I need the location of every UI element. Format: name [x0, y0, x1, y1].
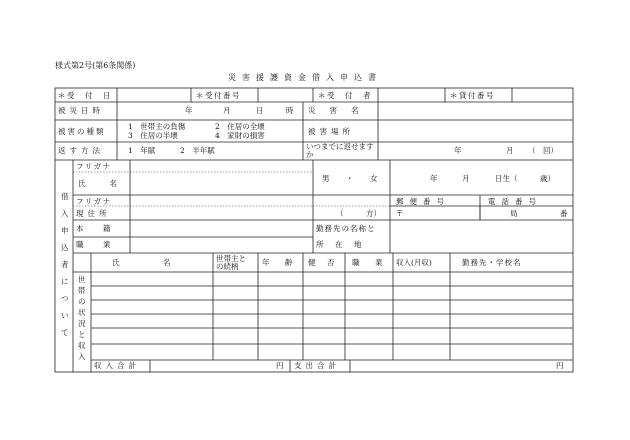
postal-label: 郵便番号 [396, 197, 450, 206]
expense-total-label: 支出合計 [294, 361, 340, 370]
gender-dot: ・ [346, 174, 354, 183]
receiver-label: ＊受 付 者 [318, 91, 372, 100]
reception-number-label: ＊受付番号 [196, 91, 241, 100]
domicile-label: 本 籍 [76, 224, 117, 233]
disaster-day: 日 [256, 106, 264, 115]
form-number: 様式第2号(第6条関係) [55, 61, 136, 70]
repayment-semiannual: 2 半年賦 [180, 146, 215, 155]
col-relation-1: 世帯主と [216, 254, 246, 263]
damage-place-label: 被害場所 [308, 127, 354, 136]
damage-option-4: 4 家財の損害 [215, 131, 265, 140]
disaster-name-label: 災害名 [308, 106, 373, 115]
expense-yen: 円 [556, 361, 564, 370]
repay-month: 月 [506, 146, 514, 155]
number-label: 番 [560, 209, 568, 218]
reception-date-label: ＊受 付 日 [58, 91, 112, 100]
repay-times: （ 回） [528, 146, 558, 155]
direction-label: （ 方） [336, 209, 381, 218]
address-label: 現住所 [76, 209, 111, 218]
disaster-hour: 時 [286, 106, 294, 115]
form-title: 災害援護資金借入申込書 [228, 73, 382, 82]
disaster-date-label: 被災日時 [58, 106, 104, 115]
birth-year: 年 [430, 174, 438, 183]
birth-day: 日生（ [495, 174, 518, 183]
repayment-label: 返す方法 [58, 146, 104, 155]
location-label: 所 在 地 [316, 240, 364, 249]
phone-label: 電話番号 [488, 197, 542, 206]
furigana-label: フリガナ [76, 162, 112, 171]
loan-number-label: ＊貸付番号 [450, 91, 495, 100]
col-name: 氏 名 [112, 258, 172, 267]
damage-type-label: 被害の種類 [58, 127, 106, 136]
income-yen: 円 [276, 361, 284, 370]
furigana-label-2: フリガナ [76, 197, 112, 206]
disaster-year: 年 [185, 106, 193, 115]
postal-mark: 〒 [396, 209, 404, 218]
col-job: 職 業 [352, 258, 387, 267]
occupation-label: 職 業 [76, 240, 117, 249]
col-income: 収入(月収) [396, 258, 432, 267]
workplace-label: 勤務先の名称と [316, 224, 376, 233]
damage-option-1: 1 世帯主の負傷 [128, 122, 186, 131]
repay-year: 年 [454, 146, 462, 155]
damage-option-2: 2 住居の全壊 [215, 122, 265, 131]
income-total-label: 収入合計 [94, 361, 140, 370]
name-label: 氏 名 [78, 179, 120, 188]
col-school: 勤務先・学校名 [462, 258, 522, 267]
repay-until-label: いつまでに返せますか [306, 142, 374, 160]
col-age: 年 齢 [262, 258, 297, 267]
repayment-annual: 1 年賦 [128, 146, 156, 155]
col-health: 健 否 [308, 258, 337, 267]
disaster-month: 月 [223, 106, 231, 115]
age: 歳） [540, 174, 555, 183]
col-relation-2: の続柄 [216, 262, 239, 271]
gender-male: 男 [322, 174, 330, 183]
gender-female: 女 [370, 174, 378, 183]
exchange-label: 局 [510, 209, 518, 218]
birth-month: 月 [462, 174, 470, 183]
damage-option-3: 3 住居の半壊 [128, 131, 178, 140]
